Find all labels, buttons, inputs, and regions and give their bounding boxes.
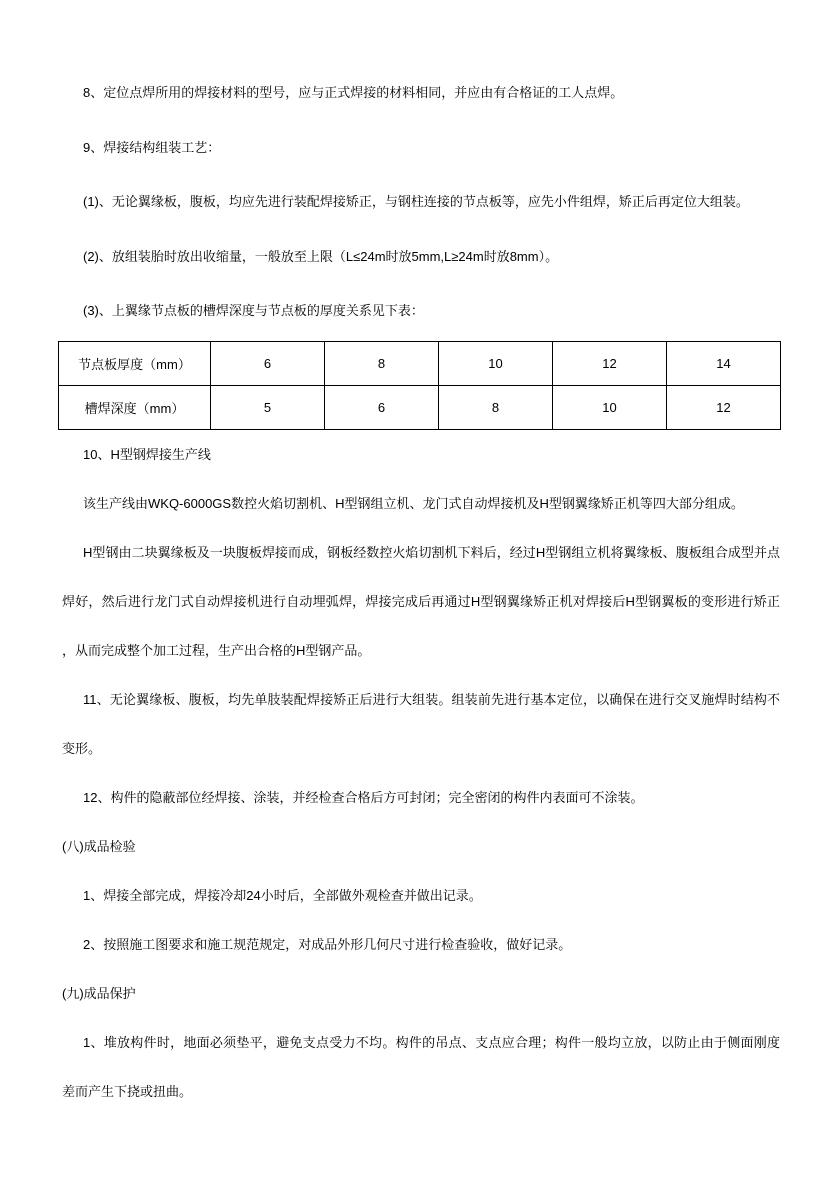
paragraph-line: 12、构件的隐蔽部位经焊接、涂装，并经检查合格后方可封闭；完全密闭的构件内表面可不涂装。 (83, 789, 644, 805)
table-cell: 6 (325, 385, 439, 429)
paragraph-line: ，从而完成整个加工过程，生产出合格的H型钢产品。 (62, 642, 371, 658)
paragraph-line: (3)、上翼缘节点板的槽焊深度与节点板的厚度关系见下表： (83, 303, 424, 318)
paragraph-line: 变形。 (62, 740, 102, 756)
paragraph-line: (1)、无论翼缘板，腹板，均应先进行装配焊接矫正，与钢柱连接的节点板等，应先小件组焊，矫正后再定位大组装。 (83, 194, 749, 209)
paragraph-line: 该生产线由WKQ-6000GS数控火焰切割机、H型钢组立机、龙门式自动焊接机及H型钢翼缘矫正机等四大部分组成。 (83, 495, 744, 511)
paragraph-line: 10、H型钢焊接生产线 (83, 446, 211, 462)
table-cell: 10 (439, 341, 553, 385)
table-cell: 12 (667, 385, 781, 429)
paragraph-line: (九)成品保护 (62, 985, 136, 1001)
table-cell: 5 (211, 385, 325, 429)
paragraph-line: H型钢由二块翼缘板及一块腹板焊接而成，钢板经数控火焰切割机下料后，经过H型钢组立机将翼缘板、腹板组合成型并点 (83, 544, 780, 560)
table-row (59, 385, 781, 429)
body-text-upper (62, 66, 780, 339)
table-cell: 12 (553, 341, 667, 385)
table-cell: 14 (667, 341, 781, 385)
paragraph-line: 9、焊接结构组装工艺： (83, 139, 221, 155)
table-cell: 8 (325, 341, 439, 385)
table-cell: 8 (439, 385, 553, 429)
paragraph-line: 2、按照施工图要求和施工规范规定，对成品外形几何尺寸进行检查验收，做好记录。 (83, 936, 572, 952)
table-row (59, 341, 781, 385)
table-cell: 6 (211, 341, 325, 385)
table-cell: 10 (553, 385, 667, 429)
body-text-lower (62, 430, 780, 1116)
paragraph-line: 1、堆放构件时，地面必须垫平，避免支点受力不均。构件的吊点、支点应合理；构件一般均立放，以防止由于侧面刚度 (83, 1034, 780, 1050)
paragraph-line: 差而产生下挠或扭曲。 (62, 1083, 193, 1099)
table-cell: 节点板厚度（mm） (59, 341, 211, 385)
paragraph-line: (八)成品检验 (62, 838, 136, 854)
paragraph-line: 8、定位点焊所用的焊接材料的型号，应与正式焊接的材料相同，并应由有合格证的工人点焊。 (83, 85, 624, 100)
paragraph-line: 11、无论翼缘板、腹板，均先单肢装配焊接矫正后进行大组装。组装前先进行基本定位，以确保在进行交叉施焊时结构不 (83, 691, 780, 707)
paragraph-line: 1、焊接全部完成，焊接冷却24小时后，全部做外观检查并做出记录。 (83, 887, 482, 903)
paragraph-line: 焊好，然后进行龙门式自动焊接机进行自动埋弧焊，焊接完成后再通过H型钢翼缘矫正机对焊接后H型钢翼板的变形进行矫正 (62, 593, 780, 609)
table-cell: 槽焊深度（mm） (59, 385, 211, 429)
groove-depth-table (58, 341, 781, 430)
paragraph-line: (2)、放组装胎时放出收缩量，一般放至上限（L≤24m时放5mm,L≥24m时放8mm）。 (83, 248, 559, 264)
